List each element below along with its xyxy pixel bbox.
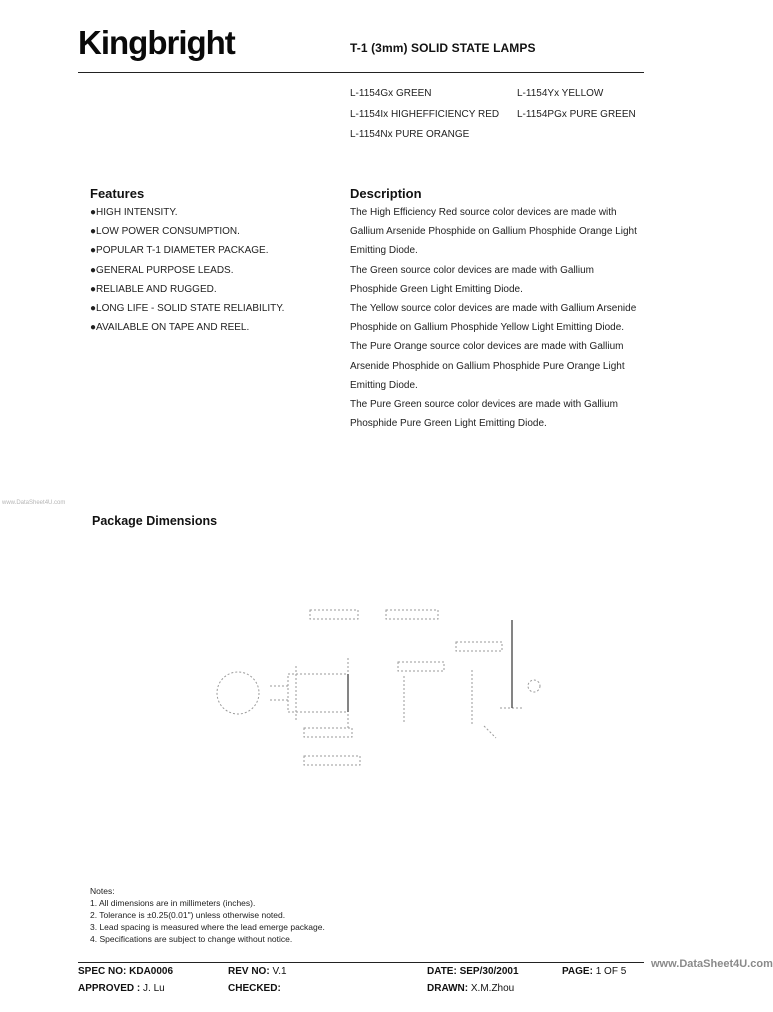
date [427, 966, 519, 977]
description-line: The Yellow source color devices are made with Gallium Arsenide [350, 302, 637, 314]
note-item: 3. Lead spacing is measured where the lead emerge package. [90, 922, 325, 932]
description-line: The Pure Orange source color devices are made with Gallium [350, 341, 624, 353]
feature-item: ●LOW POWER CONSUMPTION. [90, 226, 240, 238]
description-line: The Green source color devices are made with Gallium [350, 264, 594, 276]
header-divider [78, 72, 644, 73]
dimension-label [398, 662, 444, 671]
date-label: DATE: [427, 966, 457, 977]
dimension-label [304, 756, 360, 765]
revision-label: REV NO: [228, 966, 270, 977]
datasheet-site-mark: www.DataSheet4U.com [651, 958, 773, 970]
checked-by [228, 983, 281, 994]
revision-number [228, 966, 287, 977]
lens-top-view [217, 672, 259, 714]
spec-number [78, 966, 173, 977]
approved-value: J. Lu [143, 983, 165, 994]
footer-divider [78, 962, 644, 963]
description-heading: Description [350, 186, 422, 201]
description-line: Phosphide Green Light Emitting Diode. [350, 283, 523, 295]
spec-number-label: SPEC NO: [78, 966, 127, 977]
part-number: L-1154Ix HIGHEFFICIENCY RED [350, 109, 500, 120]
revision-value: V.1 [272, 966, 287, 977]
description-line: Emitting Diode. [350, 379, 418, 391]
package-dimensions-heading: Package Dimensions [92, 514, 218, 528]
checked-label: CHECKED: [228, 983, 281, 994]
feature-item: ●GENERAL PURPOSE LEADS. [90, 264, 234, 276]
drawn-label: DRAWN: [427, 983, 469, 994]
page-number [562, 966, 626, 977]
feature-item: ●HIGH INTENSITY. [90, 207, 178, 218]
feature-item: ●POPULAR T-1 DIAMETER PACKAGE. [90, 245, 269, 257]
page-value: 1 OF 5 [595, 966, 627, 977]
features-list [90, 207, 284, 341]
dimension-label [310, 610, 358, 619]
part-number: L-1154Yx YELLOW [517, 88, 604, 99]
note-item: 1. All dimensions are in millimeters (inches). [90, 898, 256, 908]
part-number: L-1154Gx GREEN [350, 88, 432, 99]
led-body-side [288, 674, 348, 712]
feature-item: ●RELIABLE AND RUGGED. [90, 283, 217, 295]
description-line: Phosphide on Gallium Phosphide Yellow Light Emitting Diode. [350, 322, 625, 334]
notes-section [90, 885, 325, 945]
page-label: PAGE: [562, 966, 593, 977]
description-line: Gallium Arsenide Phosphide on Gallium Phosphide Orange Light [350, 226, 637, 238]
approved-by [78, 983, 165, 994]
description-line: Emitting Diode. [350, 245, 418, 257]
approved-label: APPROVED : [78, 983, 141, 994]
description-line: Phosphide Pure Green Light Emitting Diode. [350, 418, 547, 430]
package-dimension-drawing [200, 598, 560, 788]
drawn-value: X.M.Zhou [470, 983, 515, 994]
notes-heading: Notes: [90, 886, 115, 896]
note-item: 2. Tolerance is ±0.25(0.01") unless otherwise noted. [90, 910, 286, 920]
watermark-text: www.DataSheet4U.com [2, 500, 66, 506]
drawn-by [427, 983, 514, 994]
feature-item: ●LONG LIFE - SOLID STATE RELIABILITY. [90, 302, 285, 314]
spec-number-value: KDA0006 [129, 966, 174, 977]
part-number: L-1154PGx PURE GREEN [517, 109, 636, 120]
dimension-label [386, 610, 438, 619]
description-line: The Pure Green source color devices are made with Gallium [350, 398, 618, 410]
features-heading: Features [90, 186, 145, 201]
description-body [350, 207, 650, 437]
brand-logo: Kingbright [78, 24, 235, 61]
document-title: T-1 (3mm) SOLID STATE LAMPS [350, 41, 536, 55]
part-number: L-1154Nx PURE ORANGE [350, 129, 470, 140]
description-line: The High Efficiency Red source color devices are made with [350, 207, 617, 218]
flat-indicator [528, 680, 540, 692]
description-line: Arsenide Phosphide on Gallium Phosphide Pure Orange Light [350, 360, 625, 372]
date-value: SEP/30/2001 [459, 966, 519, 977]
dimension-label [456, 642, 502, 651]
note-item: 4. Specifications are subject to change without notice. [90, 934, 293, 944]
dimension-label [304, 728, 352, 737]
feature-item: ●AVAILABLE ON TAPE AND REEL. [90, 322, 250, 334]
